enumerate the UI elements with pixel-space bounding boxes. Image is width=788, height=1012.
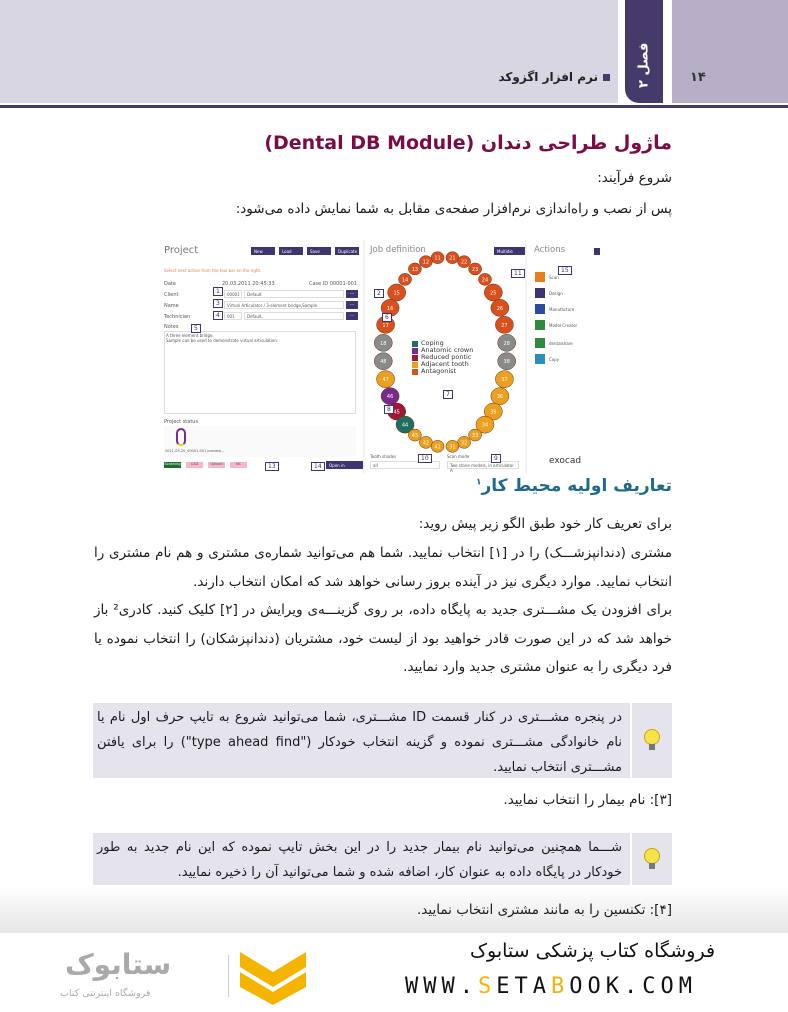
client-label: Client — [164, 292, 179, 298]
notes-line: Sample can be used to demonstrate virtual articulation. — [166, 338, 279, 343]
action-design[interactable] — [535, 288, 577, 298]
svg-text:35: 35 — [490, 409, 497, 416]
bullet-icon — [603, 74, 610, 81]
callout: 7 — [443, 390, 453, 399]
legend-label: Antagonist — [421, 367, 457, 375]
callout: 13 — [265, 462, 279, 471]
step-text: [۴]: تکنسین را به مانند مشتری انتخاب نمایید. — [417, 902, 672, 918]
page-number: ۱۴ — [690, 70, 706, 85]
page-number-box — [672, 0, 788, 103]
action-label: Copy — [549, 356, 560, 362]
legend-swatch — [412, 362, 418, 368]
tooth-12[interactable] — [419, 256, 432, 268]
section-heading — [476, 476, 672, 496]
status-steps — [164, 462, 247, 468]
status-step[interactable]: Upload — [208, 462, 225, 468]
svg-text:13: 13 — [411, 266, 419, 273]
arch-thumbnail-icon — [176, 428, 186, 446]
callout: 8 — [384, 405, 394, 414]
tooth-37[interactable] — [495, 371, 513, 388]
status-step[interactable]: Scanning — [164, 462, 181, 466]
toolbar-button-duplicate[interactable]: Duplicate — [335, 247, 359, 255]
svg-text:46: 46 — [386, 394, 394, 401]
legend-swatch — [412, 348, 418, 354]
callout: 2 — [374, 289, 384, 298]
scan-mode-label: Scan mode — [447, 454, 470, 459]
setabook-logo — [65, 948, 171, 981]
technician-select[interactable]: Default, — [244, 312, 344, 320]
lightbulb-icon — [630, 703, 672, 778]
name-edit-button[interactable]: ... — [346, 301, 358, 309]
callout: 1 — [213, 287, 223, 296]
action-dentalshare[interactable] — [535, 338, 577, 348]
svg-text:34: 34 — [481, 422, 489, 429]
logo-subtitle: فروشگاه اینترنتی کتاب — [60, 988, 151, 999]
tooth-36[interactable] — [491, 388, 509, 405]
callout: 4 — [213, 311, 223, 320]
action-label: Manufacture — [549, 306, 575, 312]
callout: 14 — [311, 462, 325, 471]
callout: 10 — [418, 454, 432, 463]
action-manufacture[interactable] — [535, 304, 577, 314]
name-label: Name — [164, 303, 179, 309]
tooth-38[interactable] — [498, 353, 516, 370]
svg-text:42: 42 — [422, 440, 430, 447]
tech-id-select[interactable]: 001 — [224, 312, 242, 320]
case-id: Case ID 00001-001 — [309, 281, 357, 287]
tooth-42[interactable] — [419, 436, 432, 448]
callout: 15 — [558, 266, 572, 275]
technician-label: Technician — [164, 314, 191, 320]
chevron-logo-icon — [238, 947, 308, 1007]
exocad-logo: exocad — [549, 456, 582, 466]
notes-line: A three element bridge. — [166, 333, 214, 338]
tooth-25[interactable] — [484, 284, 502, 301]
store-url[interactable] — [405, 974, 697, 999]
client-id-select[interactable]: 00001 — [224, 290, 242, 298]
dentalshare-icon — [535, 338, 545, 348]
job-title: Job definition — [370, 245, 426, 255]
status-item: 2011-03-20_00001-001 preview... — [165, 449, 225, 453]
svg-text:17: 17 — [382, 322, 389, 329]
svg-text:15: 15 — [393, 290, 400, 297]
logo-text: ستابوک — [65, 948, 172, 981]
page-title: ماژول طراحی دندان (Dental DB Module) — [264, 132, 672, 154]
toolbar-button-save[interactable]: Save — [307, 247, 331, 255]
tip-box — [93, 833, 672, 886]
svg-text:31: 31 — [449, 444, 456, 451]
client-edit-button[interactable]: ... — [346, 290, 358, 298]
legend-label: Coping — [421, 339, 444, 347]
client-select[interactable]: Default — [244, 290, 344, 298]
legend-item — [412, 368, 473, 375]
svg-text:25: 25 — [490, 290, 497, 297]
svg-text:41: 41 — [434, 444, 441, 451]
status-area — [164, 426, 356, 457]
tooth-22[interactable] — [458, 256, 471, 268]
date-label: Date — [164, 281, 176, 287]
tooth-28[interactable] — [498, 334, 516, 351]
store-name: فروشگاه کتاب پزشکی ستابوک — [470, 940, 716, 962]
svg-text:47: 47 — [382, 377, 389, 384]
manufacture-icon — [535, 304, 545, 314]
menu-button[interactable] — [594, 248, 600, 255]
paragraph: برای افزودن یک مشـــتری جدید به پایگاه داده، بر روی گزینـــه‌ی ویرایش در [۲] کلیک کنید. کادری² باز خواهد شد که در این صورت قادر خواهید بود از لیست خود، مشتریان (دندانپزشکان) را انتخاب نموده یا فرد دیگری را به عنوان مشتری جدید وارد نمایید. — [94, 602, 672, 675]
svg-text:23: 23 — [471, 266, 479, 273]
tooth-33[interactable] — [469, 429, 482, 441]
tooth-31[interactable] — [446, 440, 459, 452]
tooth-41[interactable] — [431, 440, 444, 452]
toolbar-button-new[interactable]: New — [251, 247, 275, 255]
legend-label: Reduced pontic — [421, 353, 472, 361]
action-label: Model Creator — [549, 322, 578, 328]
url-part: ETA — [496, 974, 551, 999]
svg-text:33: 33 — [471, 433, 479, 440]
job-panel — [365, 240, 525, 473]
url-part: WWW. — [405, 974, 478, 999]
logo-divider — [228, 955, 229, 997]
hint-text: Select next action from the tool bar on the right. — [164, 268, 262, 273]
svg-text:38: 38 — [503, 359, 510, 366]
shades-select[interactable]: all — [370, 461, 440, 469]
tip-box — [93, 703, 672, 778]
action-copy[interactable] — [535, 354, 577, 364]
actions-title: Actions — [534, 245, 566, 255]
legend-swatch — [412, 355, 418, 361]
intro-line: شروع فرآیند: — [597, 170, 672, 186]
tooth-26[interactable] — [491, 299, 509, 316]
tooth-14[interactable] — [399, 273, 412, 285]
multidie-button[interactable]: Multidie mode — [494, 247, 525, 255]
svg-text:21: 21 — [449, 255, 456, 262]
status-step[interactable]: NC — [230, 462, 247, 468]
header-band — [0, 0, 618, 103]
svg-text:32: 32 — [460, 440, 468, 447]
svg-text:18: 18 — [380, 340, 387, 347]
svg-text:14: 14 — [401, 277, 409, 284]
svg-text:48: 48 — [380, 359, 387, 366]
action-label: Scan — [549, 274, 559, 280]
technician-edit-button[interactable]: ... — [346, 312, 358, 320]
chapter-label: فصل ۲ — [636, 42, 652, 88]
model-creator-icon — [535, 320, 545, 330]
svg-text:12: 12 — [422, 259, 430, 266]
project-title: Project — [164, 245, 199, 256]
status-label: Project status — [164, 419, 199, 425]
svg-text:11: 11 — [434, 255, 441, 262]
action-label: dentalshare — [549, 340, 573, 346]
lightbulb-icon — [630, 833, 672, 886]
header-divider — [0, 105, 788, 108]
copy-icon — [535, 354, 545, 364]
tooth-11[interactable] — [431, 252, 444, 264]
name-select[interactable]: Virtual Articulator / 3-element bridge,Sample — [224, 301, 344, 309]
footnote-mark: ۱ — [475, 477, 482, 488]
date-value: 20.03.2011 20:45:33 — [222, 281, 275, 287]
tooth-18[interactable] — [374, 334, 392, 351]
tip-text: شـــما همچنین می‌توانید نام بیمار جدید را در این بخش تایپ نموده که این نام جدید به طور خودکار در پایگاه داده به عنوان کار، اضافه شده و شما می‌توانید آن را ذخیره نمایید. — [97, 840, 622, 880]
svg-text:45: 45 — [393, 409, 400, 416]
svg-text:28: 28 — [503, 340, 510, 347]
paragraph: مشتری (دندانپزشـــک) را در [۱] انتخاب نمایید. شما هم می‌توانید شماره‌ی مشتری و هم نام مشتری را انتخاب نمایید. موارد دیگری نیز در آینده بروز رسانی خواهد شد که امکان انتخاب دارند. — [94, 545, 673, 590]
action-list — [535, 272, 577, 370]
shades-label: Tooth shades — [370, 454, 397, 459]
status-step[interactable]: CAD — [186, 462, 203, 468]
svg-text:27: 27 — [501, 322, 508, 329]
tooth-47[interactable] — [377, 371, 395, 388]
svg-text:24: 24 — [481, 277, 489, 284]
svg-text:36: 36 — [496, 394, 504, 401]
tooth-24[interactable] — [478, 273, 491, 285]
svg-text:43: 43 — [411, 433, 419, 440]
legend — [412, 340, 473, 375]
notes-label: Notes — [164, 324, 179, 330]
legend-swatch — [412, 341, 418, 347]
tooth-27[interactable] — [495, 316, 513, 333]
url-part: OOK.COM — [569, 974, 697, 999]
design-icon — [535, 288, 545, 298]
intro-line: پس از نصب و راه‌اندازی نرم‌افزار صفحه‌ی مقابل به شما نمایش داده می‌شود: — [235, 201, 672, 217]
running-title-text: نرم افزار اگزوکد — [498, 70, 598, 84]
svg-text:22: 22 — [460, 259, 468, 266]
action-label: Design — [549, 290, 563, 296]
tooth-46[interactable] — [381, 388, 399, 405]
open-explorer-button[interactable]: Open in explorer — [326, 461, 363, 469]
toolbar-button-load[interactable]: Load — [279, 247, 303, 255]
svg-text:44: 44 — [401, 422, 409, 429]
svg-text:26: 26 — [496, 305, 504, 312]
url-part: B — [550, 974, 570, 999]
tooth-23[interactable] — [469, 263, 482, 275]
svg-text:37: 37 — [501, 377, 508, 384]
action-model-creator[interactable] — [535, 320, 577, 330]
paragraph: برای تعریف کار خود طبق الگو زیر پیش روید: — [418, 516, 672, 532]
tooth-13[interactable] — [408, 263, 421, 275]
tooth-32[interactable] — [458, 436, 471, 448]
svg-text:16: 16 — [386, 305, 394, 312]
callout: 5 — [191, 324, 201, 333]
exocad-screenshot — [158, 240, 606, 473]
tooth-21[interactable] — [446, 252, 459, 264]
section-heading-text: تعاریف اولیه محیط کار — [481, 476, 672, 496]
legend-label: Adjacent tooth — [421, 360, 469, 368]
notes-area[interactable] — [164, 331, 356, 414]
project-toolbar — [251, 247, 359, 255]
tooth-48[interactable] — [374, 353, 392, 370]
tip-text: در پنجره مشـــتری در کنار قسمت ID مشـــتری، شما می‌توانید شروع به تایپ حرف اول نام یا نام خانوادگی مشـــتری نموده و گزینه انتخاب خودکار ("type ahead find") را برای یافتن مشـــتری انتخاب نمایید. — [97, 710, 622, 775]
running-title — [498, 70, 610, 84]
url-part: S — [477, 974, 497, 999]
tooth-43[interactable] — [408, 429, 421, 441]
callout: 3 — [213, 299, 223, 308]
legend-label: Anatomic crown — [421, 346, 474, 354]
project-panel — [158, 240, 363, 473]
scan-mode-select[interactable]: Two stone models, in articulator A — [447, 461, 519, 469]
scan-icon — [535, 272, 545, 282]
legend-swatch — [412, 369, 418, 375]
tooth-15[interactable] — [388, 284, 406, 301]
step-text: [۳]: نام بیمار را انتخاب نمایید. — [503, 792, 672, 808]
callout: 11 — [511, 269, 525, 278]
callout: 9 — [491, 454, 501, 463]
callout: 6 — [382, 313, 392, 322]
